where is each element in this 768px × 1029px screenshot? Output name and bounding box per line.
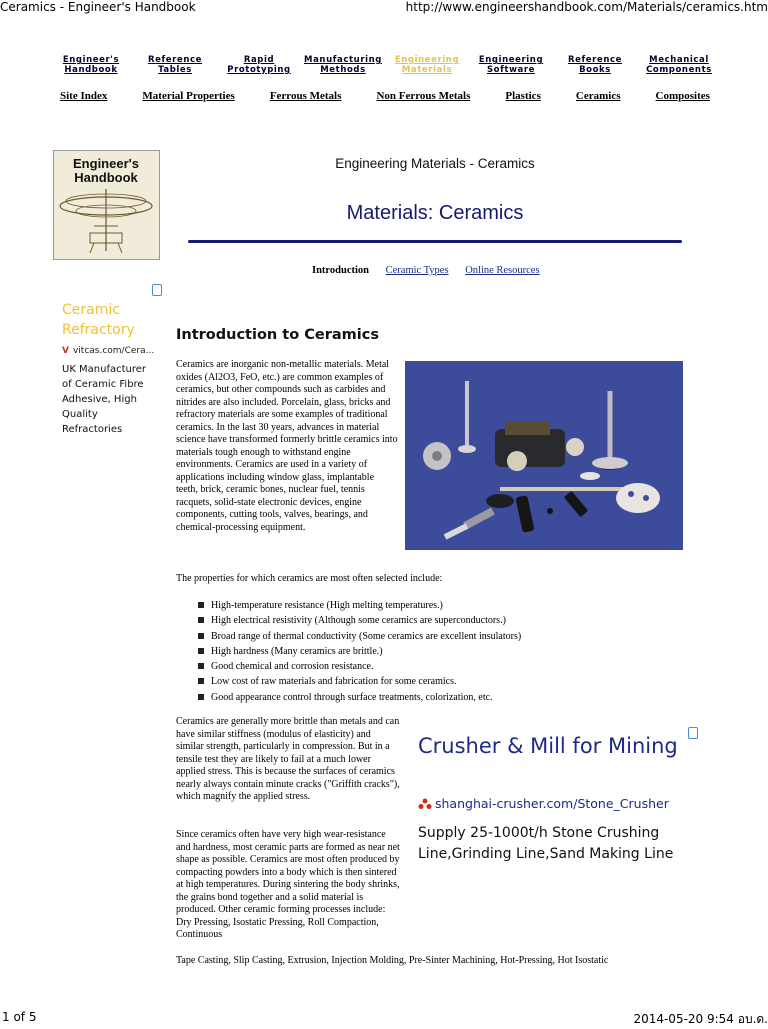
nav-rapid-prototyping[interactable]: Rapid Prototyping — [227, 55, 291, 75]
list-item: Good chemical and corrosion resistance. — [196, 659, 521, 674]
properties-intro: The properties for which ceramics are most often selected include: — [176, 573, 443, 584]
subnav-plastics[interactable]: Plastics — [505, 90, 541, 102]
nav-manufacturing-methods[interactable]: Manufacturing Methods — [304, 55, 382, 75]
subnav-composites[interactable]: Composites — [655, 90, 710, 102]
brittleness-paragraph: Ceramics are generally more brittle than metals and can have similar stiffness (modulus of elasticity) and similar strength, particularly in compression. But in a tensile test they are likely to fail at a much lower applied stress. This is because the surfaces of ceramics nearly always contain minute cracks ("Griffith cracks"), which magnify the applied stress. — [176, 716, 400, 802]
top-nav — [50, 55, 720, 75]
nav-engineering-materials[interactable]: Engineering Materials — [394, 55, 460, 75]
ceramic-parts-photo — [405, 361, 683, 550]
helicopter-sketch-icon — [54, 181, 159, 259]
list-item: Low cost of raw materials and fabrication for some ceramics. — [196, 674, 521, 689]
list-item: High-temperature resistance (High melting temperatures.) — [196, 598, 521, 613]
page-title: Materials: Ceramics — [346, 202, 524, 224]
list-item: Good appearance control through surface treatments, colorization, etc. — [196, 690, 521, 705]
site-logo[interactable] — [53, 150, 160, 260]
print-datetime: 2014-05-20 9:54 อบ.ด. — [633, 1012, 768, 1026]
subnav-site-index[interactable]: Site Index — [60, 90, 108, 102]
nav-reference-tables[interactable]: Reference Tables — [148, 55, 202, 75]
tab-introduction: Introduction — [312, 265, 369, 276]
section-tabs — [312, 265, 554, 276]
ad-right-body: Supply 25-1000t/h Stone Crushing Line,Grinding Line,Sand Making Line — [418, 825, 674, 862]
properties-list — [196, 598, 521, 705]
logo-text: Engineer's Handbook — [73, 156, 139, 185]
section-heading: Introduction to Ceramics — [176, 327, 379, 343]
print-header-title: Ceramics - Engineer's Handbook — [0, 0, 196, 14]
ad-right-title[interactable]: Crusher & Mill for Mining — [418, 734, 678, 758]
subnav-ferrous-metals[interactable]: Ferrous Metals — [269, 90, 342, 102]
print-header-url: http://www.engineershandbook.com/Materials/ceramics.htm — [405, 0, 768, 14]
list-item: High hardness (Many ceramics are brittle.) — [196, 644, 521, 659]
page-heading: Engineering Materials - Ceramics — [335, 156, 535, 171]
title-divider — [188, 240, 682, 243]
tab-online-resources[interactable]: Online Resources — [465, 265, 540, 276]
adchoices-icon[interactable] — [152, 284, 162, 296]
subnav-non-ferrous-metals[interactable]: Non Ferrous Metals — [376, 90, 471, 102]
ad-left-title[interactable]: Ceramic Refractory — [62, 302, 135, 338]
ad-left-logo-icon: V — [62, 346, 69, 356]
print-page-number: 1 of 5 — [2, 1010, 37, 1024]
forming-paragraph: Since ceramics often have very high wear-resistance and hardness, most ceramic parts are formed as near net shape as possible. Ceramics are most often produced by compacting powders into a body which is then sintered at high temperatures. During sintering the body shrinks, the grains bond together and a solid material is produced. Other ceramic forming processes include: Dry Pressing, Isostatic Pressing, Roll Compaction, Continuous — [176, 829, 400, 940]
forming-paragraph-continued: Tape Casting, Slip Casting, Extrusion, Injection Molding, Pre-Sinter Machining, Hot-Pressing, Hot Isostatic — [176, 955, 609, 966]
ad-right-logo-icon — [418, 798, 432, 809]
nav-engineering-software[interactable]: Engineering Software — [478, 55, 544, 75]
subnav-material-properties[interactable]: Material Properties — [142, 90, 235, 102]
intro-paragraph: Ceramics are inorganic non-metallic materials. Metal oxides (Al2O3, FeO, etc.) are common examples of ceramics, but other compounds such as carbides and nitrides are also included. Porcelain, glass, bricks and refractory materials are some examples of traditional ceramics. In the last 30 years, advances in material science have transformed formerly brittle ceramics into materials tough enough to withstand engine environments. Ceramics are used in a variety of applications including window glass, implantable teeth, brick, ceramic bones, nuclear fuel, tennis racquets, solid-state electronic devices, engine components, cutting tools, valves, bearings, and chemical-processing equipment. — [176, 359, 398, 533]
nav-reference-books[interactable]: Reference Books — [568, 55, 622, 75]
nav-mechanical-components[interactable]: Mechanical Components — [646, 55, 712, 75]
ad-left-url[interactable]: V vitcas.com/Cera... — [62, 346, 155, 356]
list-item: High electrical resistivity (Although some ceramics are superconductors.) — [196, 613, 521, 628]
subnav-ceramics[interactable]: Ceramics — [575, 90, 621, 102]
ad-right-url[interactable]: shanghai-crusher.com/Stone_Crusher — [418, 796, 669, 811]
adchoices-icon[interactable] — [688, 727, 698, 739]
ad-left-body: UK Manufacturer of Ceramic Fibre Adhesive, High Quality Refractories — [62, 364, 147, 435]
list-item: Broad range of thermal conductivity (Some ceramics are excellent insulators) — [196, 629, 521, 644]
nav-engineers-handbook[interactable]: Engineer's Handbook — [62, 55, 120, 75]
tab-ceramic-types[interactable]: Ceramic Types — [385, 265, 449, 276]
sub-nav — [60, 90, 710, 102]
